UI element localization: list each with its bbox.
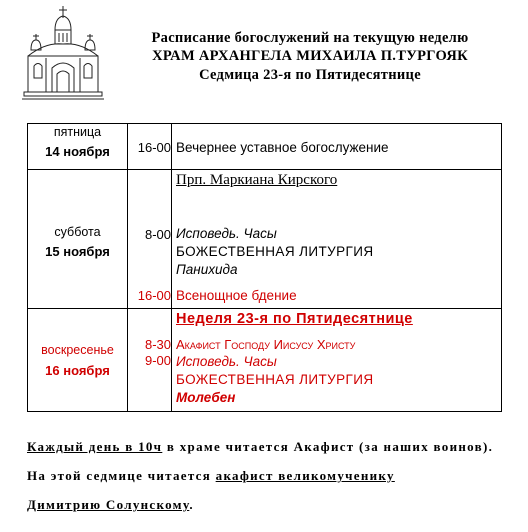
- service-cell: [172, 309, 502, 412]
- footer-text: .: [189, 497, 194, 512]
- service-item: БОЖЕСТВЕННАЯ ЛИТУРГИЯ: [176, 244, 374, 259]
- time-cell: [128, 309, 172, 412]
- service-cell: [172, 124, 502, 170]
- service-cell: [172, 170, 502, 309]
- service-item: Молебен: [176, 390, 236, 405]
- saint-of-day: Прп. Маркиана Кирского: [176, 172, 338, 188]
- table-row: [28, 309, 502, 412]
- service-item: Панихида: [176, 262, 238, 277]
- footer-underlined: Каждый день в 10ч: [27, 439, 163, 454]
- week-title: Седмица 23-я по Пятидесятнице: [199, 67, 421, 83]
- time: 9-00: [144, 353, 171, 368]
- footer-underlined: Димитрию Солунскому: [27, 497, 190, 512]
- time-cell: [128, 124, 172, 170]
- footer-text: На этой седмице читается: [27, 468, 216, 483]
- church-icon: [22, 4, 104, 102]
- footer-note-1: [27, 439, 493, 455]
- day-cell: [28, 309, 128, 412]
- table-row: [28, 170, 502, 309]
- schedule-table: [27, 123, 502, 412]
- service-text: Вечернее уставное богослужение: [176, 140, 389, 155]
- service-text: Всенощное бдение: [176, 288, 297, 303]
- feast-title: Неделя 23-я по Пятидесятнице: [176, 311, 413, 327]
- service-item: Исповедь. Часы: [176, 226, 277, 241]
- time: 8-00: [144, 227, 171, 242]
- date: 14 ноября: [45, 144, 110, 159]
- weekday: суббота: [54, 225, 101, 239]
- date: 16 ноября: [45, 363, 110, 378]
- footer-note-3: [27, 497, 194, 513]
- footer-note-2: [27, 468, 395, 484]
- day-cell: [28, 170, 128, 309]
- date: 15 ноября: [45, 244, 110, 259]
- time: 16-00: [137, 140, 171, 155]
- footer-underlined: акафист великомученику: [215, 468, 395, 483]
- service-item: БОЖЕСТВЕННАЯ ЛИТУРГИЯ: [176, 372, 374, 387]
- service-item: Исповедь. Часы: [176, 354, 277, 369]
- service-item: Акафист Господу Иисусу Христу: [176, 337, 356, 352]
- weekday: воскресенье: [41, 343, 114, 357]
- table-row: [28, 124, 502, 170]
- time: 16-00: [137, 288, 171, 303]
- schedule-title: Расписание богослужений на текущую неделю: [151, 30, 469, 46]
- church-name: ХРАМ АРХАНГЕЛА МИХАИЛА П.ТУРГОЯК: [152, 48, 468, 64]
- weekday: пятница: [53, 125, 102, 139]
- time-cell: [128, 170, 172, 309]
- time: 8-30: [144, 337, 171, 352]
- day-cell: [28, 124, 128, 170]
- footer-text: в храме читается Акафист (за наших воинов).: [162, 439, 494, 454]
